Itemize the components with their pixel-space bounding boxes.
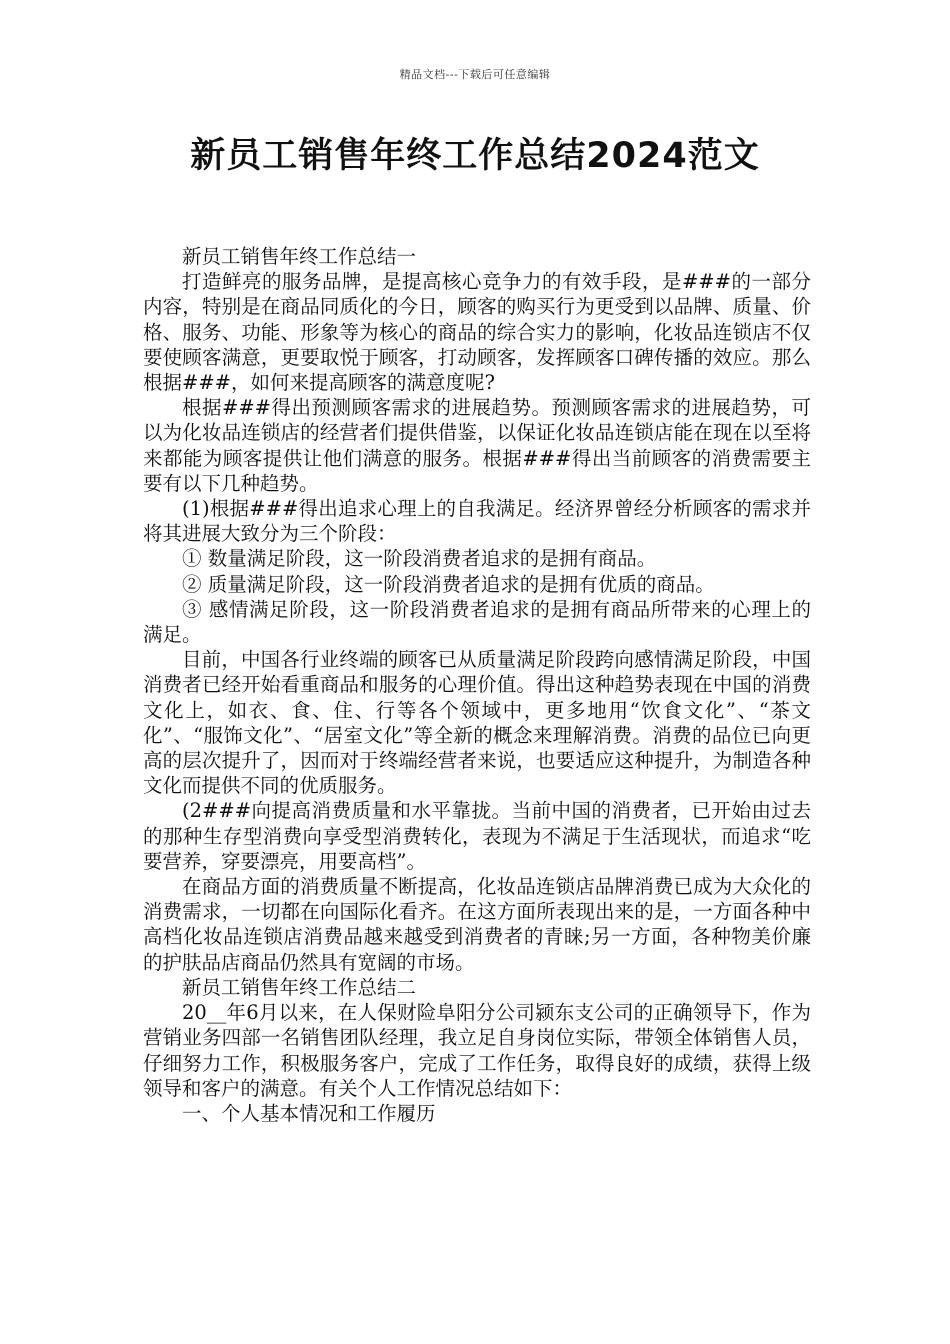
document-body bbox=[143, 244, 811, 1126]
list-item: ② 质量满足阶段，这一阶段消费者追求的是拥有优质的商品。 bbox=[182, 572, 715, 596]
header-note: 精品文档---下载后可任意编辑 bbox=[399, 68, 551, 81]
paragraph: 在商品方面的消费质量不断提高，化妆品连锁店品牌消费已成为大众化的消费需求，一切都在向国际化看齐。在这方面所表现出来的是，一方面各种中高档化妆品连锁店消费品越来越受到消费者的青睐;另一方面，各种物美价廉的护肤品店商品仍然具有宽阔的市场。 bbox=[143, 875, 811, 974]
section-heading-2: 新员工销售年终工作总结二 bbox=[182, 975, 417, 999]
paragraph: 目前，中国各行业终端的顾客已从质量满足阶段跨向感情满足阶段，中国消费者已经开始看重商品和服务的心理价值。得出这种趋势表现在中国的消费文化上，如衣、食、住、行等各个领域中，更多地用“饮食文化”、“茶文化”、“服饰文化”、“居室文化”等全新的概念来理解消费。消费的品位已向更高的层次提升了，因而对于终端经营者来说，也要适应这种提升，为制造各种文化而提供不同的优质服务。 bbox=[143, 648, 811, 798]
subsection-heading: 一、个人基本情况和工作履历 bbox=[182, 1101, 436, 1125]
section-heading-1: 新员工销售年终工作总结一 bbox=[182, 245, 417, 268]
document-title: 新员工销售年终工作总结2024范文 bbox=[190, 136, 760, 176]
paragraph: 20__年6月以来，在人保财险阜阳分公司颍东支公司的正确领导下，作为营销业务四部一名销售团队经理，我立足自身岗位实际，带领全体销售人员，仔细努力工作，积极服务客户，完成了工作任务，取得良好的成绩，获得上级领导和客户的满意。有关个人工作情况总结如下： bbox=[143, 1001, 811, 1100]
paragraph: 根据###得出预测顾客需求的进展趋势。预测顾客需求的进展趋势，可以为化妆品连锁店的经营者们提供借鉴，以保证化妆品连锁店能在现在以至将来都能为顾客提供让他们满意的服务。根据###得出当前顾客的消费需要主要有以下几种趋势。 bbox=[143, 396, 811, 495]
paragraph: 打造鲜亮的服务品牌，是提高核心竞争力的有效手段，是###的一部分内容，特别是在商品同质化的今日，顾客的购买行为更受到以品牌、质量、价格、服务、功能、形象等为核心的商品的综合实力的影响，化妆品连锁店不仅要使顾客满意，更要取悦于顾客，打动顾客，发挥顾客口碑传播的效应。那么根据###，如何来提高顾客的满意度呢? bbox=[143, 270, 811, 395]
list-item: ③ 感情满足阶段，这一阶段消费者追求的是拥有商品所带来的心理上的满足。 bbox=[143, 597, 811, 647]
paragraph: (1)根据###得出追求心理上的自我满足。经济界曾经分析顾客的需求并将其进展大致分为三个阶段： bbox=[143, 497, 811, 546]
paragraph: (2###向提高消费质量和水平靠拢。当前中国的消费者，已开始由过去的那种生存型消费向享受型消费转化，表现为不满足于生活现状，而追求“吃要营养，穿要漂亮，用要高档”。 bbox=[143, 799, 811, 873]
list-item: ① 数量满足阶段，这一阶段消费者追求的是拥有商品。 bbox=[182, 547, 657, 571]
